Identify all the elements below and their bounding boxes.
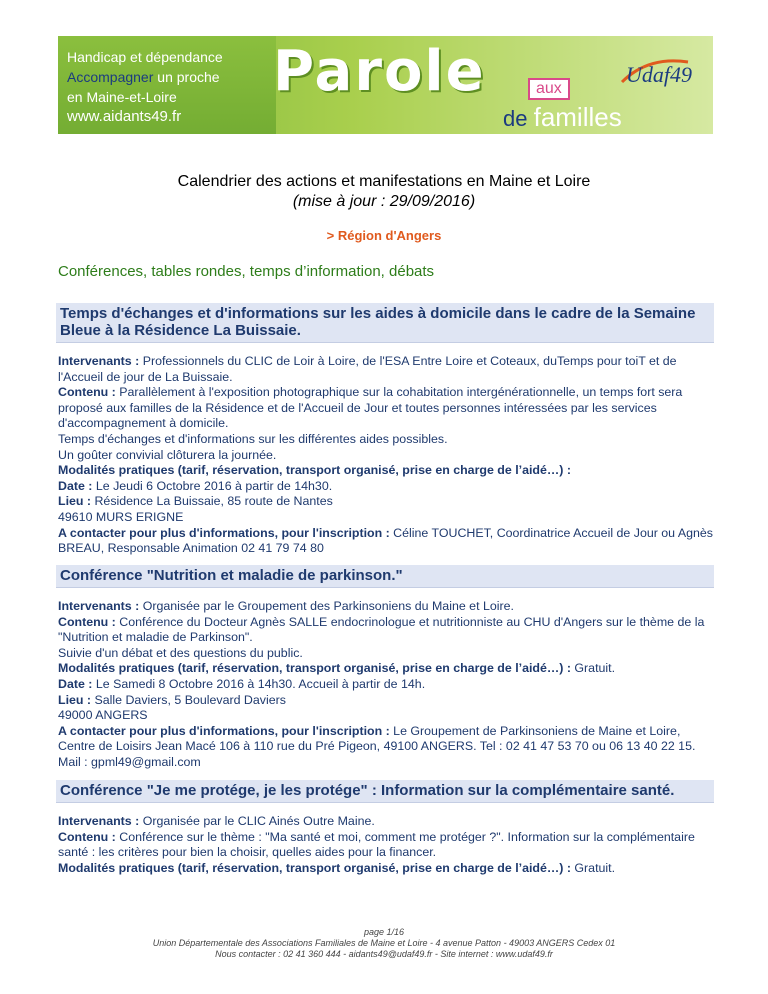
- event-contenu: Contenu : Parallèlement à l'exposition photographique sur la cohabitation intergénérationnelle, un temps fort sera proposé aux familles de la Résidence et de l'Accueil de Jour et toutes personnes intéressées par les services d'accompagnement à domicile.: [58, 385, 683, 431]
- update-date: (mise à jour : 29/09/2016): [292, 193, 476, 210]
- category-heading: Conférences, tables rondes, temps d’information, débats: [58, 263, 435, 280]
- event-lieu: Lieu : Salle Daviers, 5 Boulevard Daviers: [58, 692, 286, 707]
- event-contenu-line: Suivie d'un débat et des questions du public.: [58, 645, 303, 660]
- event-modalites: Modalités pratiques (tarif, réservation, transport organisé, prise en charge de l’aidé…) :: [58, 463, 571, 478]
- event-date: Date : Le Jeudi 6 Octobre 2016 à partir de 14h30.: [58, 478, 333, 493]
- footer-contact: Nous contacter : 02 41 360 444 - aidants49@udaf49.fr - Site internet : www.udaf49.fr: [215, 949, 553, 959]
- page-number: page 1/16: [363, 927, 405, 937]
- banner-line-3: en Maine-et-Loire: [67, 89, 177, 105]
- event-card: [56, 565, 714, 771]
- event-contenu: Contenu : Conférence sur le thème : "Ma santé et moi, comment me protéger ?". Information sur la complémentaire santé : les critères pour bien la choisir, quelles aides pour la financer.: [58, 829, 695, 860]
- event-card: [56, 303, 714, 557]
- event-lieu-city: 49610 MURS ERIGNE: [58, 509, 184, 524]
- header-banner: [58, 36, 713, 134]
- banner-website: www.aidants49.fr: [67, 108, 182, 125]
- udaf-logo-icon: [618, 52, 706, 92]
- event-title: Conférence "Nutrition et maladie de parkinson.": [56, 565, 714, 588]
- event-lieu-city: 49000 ANGERS: [58, 708, 148, 723]
- event-intervenants: Intervenants : Organisée par le CLIC Ainés Outre Maine.: [58, 814, 375, 828]
- parole-logo-word: Parole: [273, 39, 486, 104]
- event-details: [56, 599, 714, 771]
- event-modalites: Modalités pratiques (tarif, réservation, transport organisé, prise en charge de l’aidé…) : Gratuit.: [58, 860, 616, 875]
- event-contenu-line: Temps d'échanges et d'informations sur les différentes aides possibles.: [58, 431, 448, 446]
- banner-line-1: Handicap et dépendance: [67, 49, 223, 65]
- event-title: Conférence "Je me protége, je les protége" : Information sur la complémentaire santé.: [56, 780, 714, 803]
- event-details: [56, 354, 714, 557]
- page-footer: [0, 927, 768, 960]
- event-contact: A contacter pour plus d'informations, pour l'inscription : Céline TOUCHET, Coordinatrice Accueil de Jour ou Agnès BREAU, Responsable Animation 02 41 79 74 80: [58, 525, 713, 556]
- event-contenu-line: Un goûter convivial clôturera la journée.: [58, 447, 277, 462]
- event-intervenants: Intervenants : Professionnels du CLIC de Loir à Loire, de l'ESA Entre Loire et Coteaux, duTemps pour toiT et de l'Accueil de jour de La Buissaie.: [58, 354, 677, 384]
- parole-logo-aux: aux: [528, 78, 570, 100]
- event-contenu: Contenu : Conférence du Docteur Agnès SALLE endocrinologue et nutritionniste au CHU d'Angers sur le thème de la "Nutrition et maladie de Parkinson".: [58, 614, 705, 645]
- banner-left-panel: [58, 36, 276, 134]
- svg-text:Udaf49: Udaf49: [626, 62, 692, 87]
- parole-logo-familles: de familles: [503, 102, 622, 132]
- event-title: Temps d'échanges et d'informations sur les aides à domicile dans le cadre de la Semaine Bleue à la Résidence La Buissaie.: [56, 303, 714, 343]
- region-heading: > Région d'Angers: [326, 228, 442, 243]
- event-contact: A contacter pour plus d'informations, pour l'inscription : Le Groupement de Parkinsoniens de Maine et Loire, Centre de Loisirs Jean Macé 106 à 110 rue du Pré Pigeon, 49100 ANGERS. Tel : 02 41 47 53 70 ou 06 13 40 22 15. Mail : gpml49@gmail.com: [58, 723, 696, 769]
- event-modalites: Modalités pratiques (tarif, réservation, transport organisé, prise en charge de l’aidé…) : Gratuit.: [58, 661, 616, 676]
- event-intervenants: Intervenants : Organisée par le Groupement des Parkinsoniens du Maine et Loire.: [58, 599, 514, 613]
- page-title: Calendrier des actions et manifestations en Maine et Loire: [177, 173, 591, 190]
- event-lieu: Lieu : Résidence La Buissaie, 85 route de Nantes: [58, 494, 333, 509]
- event-date: Date : Le Samedi 8 Octobre 2016 à 14h30. Accueil à partir de 14h.: [58, 676, 426, 691]
- banner-line-2: Accompagner un proche: [67, 69, 220, 85]
- event-details: [56, 814, 714, 876]
- footer-address: Union Départementale des Associations Familiales de Maine et Loire - 4 avenue Patton - 49003 ANGERS Cedex 01: [152, 938, 616, 948]
- event-card: [56, 780, 714, 876]
